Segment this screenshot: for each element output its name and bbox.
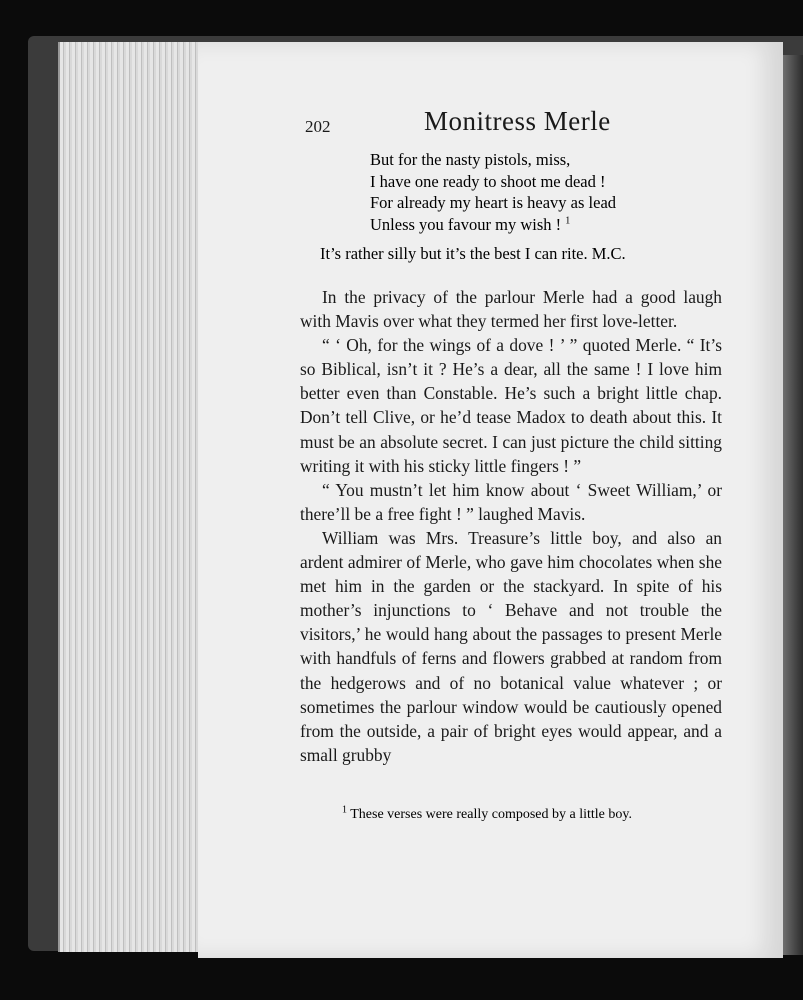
verse-line: For already my heart is heavy as lead xyxy=(370,193,617,212)
page-header xyxy=(300,104,725,144)
footnote-text: These verses were really composed by a little boy. xyxy=(350,807,632,822)
footnote xyxy=(342,804,632,823)
verse-line xyxy=(370,214,710,236)
verse-line: I have one ready to shoot me dead ! xyxy=(370,171,606,191)
paragraph: “ You mustn’t let him know about ‘ Sweet William,’ or there’ll be a free fight ! ” laughed Mavis. xyxy=(300,479,722,524)
footnote-reference: 1 xyxy=(565,215,571,226)
paragraph: “ ‘ Oh, for the wings of a dove ! ’ ” quoted Merle. “ It’s so Biblical, isn’t it ? He’s a dear, all the same ! I love him better even than Constable. He’s such a bright little chap. Don’t tell Clive, or he’d tease Madox to death about this. It must be an absolute secret. I can just picture the child sitting writing it with his sticky little fingers ! ” xyxy=(300,335,722,476)
paragraph: William was Mrs. Treasure’s little boy, and also an ardent admirer of Merle, who gave him chocolates when she met him in the garden or the stackyard. In spite of his mother’s injunctions to ‘ Behave and not trouble the visitors,’ he would hang about the passages to present Merle with handfuls of ferns and flowers grabbed at random from the hedgerows and of no botanical value whatever ; or sometimes the parlour window would be cautiously opened from the outside, a pair of bright eyes would appear, and a small grubby xyxy=(300,527,722,765)
letter-signoff: It’s rather silly but it’s the best I can rite. M.C. xyxy=(320,244,626,263)
facing-page-edge xyxy=(783,55,803,955)
page-number: 202 xyxy=(305,117,331,136)
running-title: Monitress Merle xyxy=(424,106,611,136)
page-edges xyxy=(58,42,205,952)
verse-line-text: Unless you favour my wish ! xyxy=(370,214,562,234)
verse-block xyxy=(370,149,710,235)
verse-line: But for the nasty pistols, miss, xyxy=(370,150,571,169)
footnote-marker: 1 xyxy=(342,804,347,816)
paragraph: In the privacy of the parlour Merle had a good laugh with Mavis over what they termed her first love-letter. xyxy=(300,287,722,332)
body-text xyxy=(300,285,722,767)
